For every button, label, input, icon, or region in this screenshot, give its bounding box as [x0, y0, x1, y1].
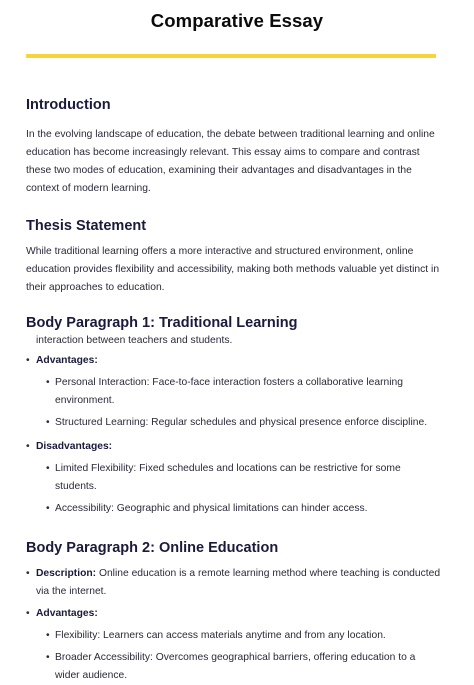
thesis-text: While traditional learning offers a more interactive and structured environment, online education provides flexibility and accessibility, making both methods valuable yet distinct in their approaches to education. [26, 246, 440, 293]
bullet-icon: • [46, 377, 50, 388]
body2-advantage-text: Broader Accessibility: Overcomes geographical barriers, offering education to a wider audience. [55, 652, 416, 681]
body1-advantages-item [26, 352, 442, 432]
bullet-icon: • [26, 568, 30, 579]
bullet-icon: • [26, 441, 30, 452]
title-divider [26, 54, 436, 58]
body1-advantage-text: Structured Learning: Regular schedules and physical presence enforce discipline. [55, 417, 428, 428]
body1-heading: Body Paragraph 1: Traditional Learning [26, 315, 298, 331]
body2-description-text: Online education is a remote learning method where teaching is conducted via the internet. [36, 568, 441, 597]
bullet-icon: • [46, 630, 50, 641]
body2-description-label: Description: [36, 568, 97, 579]
list-item [36, 414, 442, 432]
list-item [36, 460, 442, 496]
body1-advantage-text: Personal Interaction: Face-to-face interaction fosters a collaborative learning environment. [55, 377, 403, 406]
body1-advantages-label: Advantages: [36, 355, 98, 366]
body1-advantages-list [36, 374, 442, 432]
bullet-icon: • [46, 503, 50, 514]
list-item [36, 374, 442, 410]
body2-advantage-text: Flexibility: Learners can access materials anytime and from any location. [55, 630, 386, 641]
body1-fragment: interaction between teachers and students. [36, 335, 233, 346]
body1-disadvantage-text: Accessibility: Geographic and physical limitations can hinder access. [55, 503, 368, 514]
body2-list [26, 565, 442, 685]
body2-description-item [26, 565, 442, 601]
document-title: Comparative Essay [150, 10, 324, 31]
body1-disadvantages-list [36, 460, 442, 518]
body2-advantages-item [26, 605, 442, 685]
introduction-text: In the evolving landscape of education, the debate between traditional learning and online education has become increasingly relevant. This essay aims to compare and contrast these two modes of education, examining their advantages and disadvantages in the context of modern learning. [26, 129, 435, 194]
list-item [36, 627, 442, 645]
list-item [36, 649, 442, 685]
body2-advantages-list [36, 627, 442, 685]
bullet-icon: • [46, 652, 50, 663]
thesis-heading: Thesis Statement [26, 218, 147, 234]
bullet-icon: • [26, 355, 30, 366]
bullet-icon: • [46, 417, 50, 428]
body1-disadvantage-text: Limited Flexibility: Fixed schedules and locations can be restrictive for some students. [55, 463, 401, 492]
body1-disadvantages-label: Disadvantages: [36, 441, 113, 452]
body1-list [26, 352, 442, 518]
bullet-icon: • [26, 608, 30, 619]
list-item [36, 500, 442, 518]
bullet-icon: • [46, 463, 50, 474]
introduction-heading: Introduction [26, 97, 111, 113]
body2-advantages-label: Advantages: [36, 608, 98, 619]
document-body [26, 92, 442, 685]
body2-heading: Body Paragraph 2: Online Education [26, 540, 279, 556]
body1-disadvantages-item [26, 438, 442, 518]
